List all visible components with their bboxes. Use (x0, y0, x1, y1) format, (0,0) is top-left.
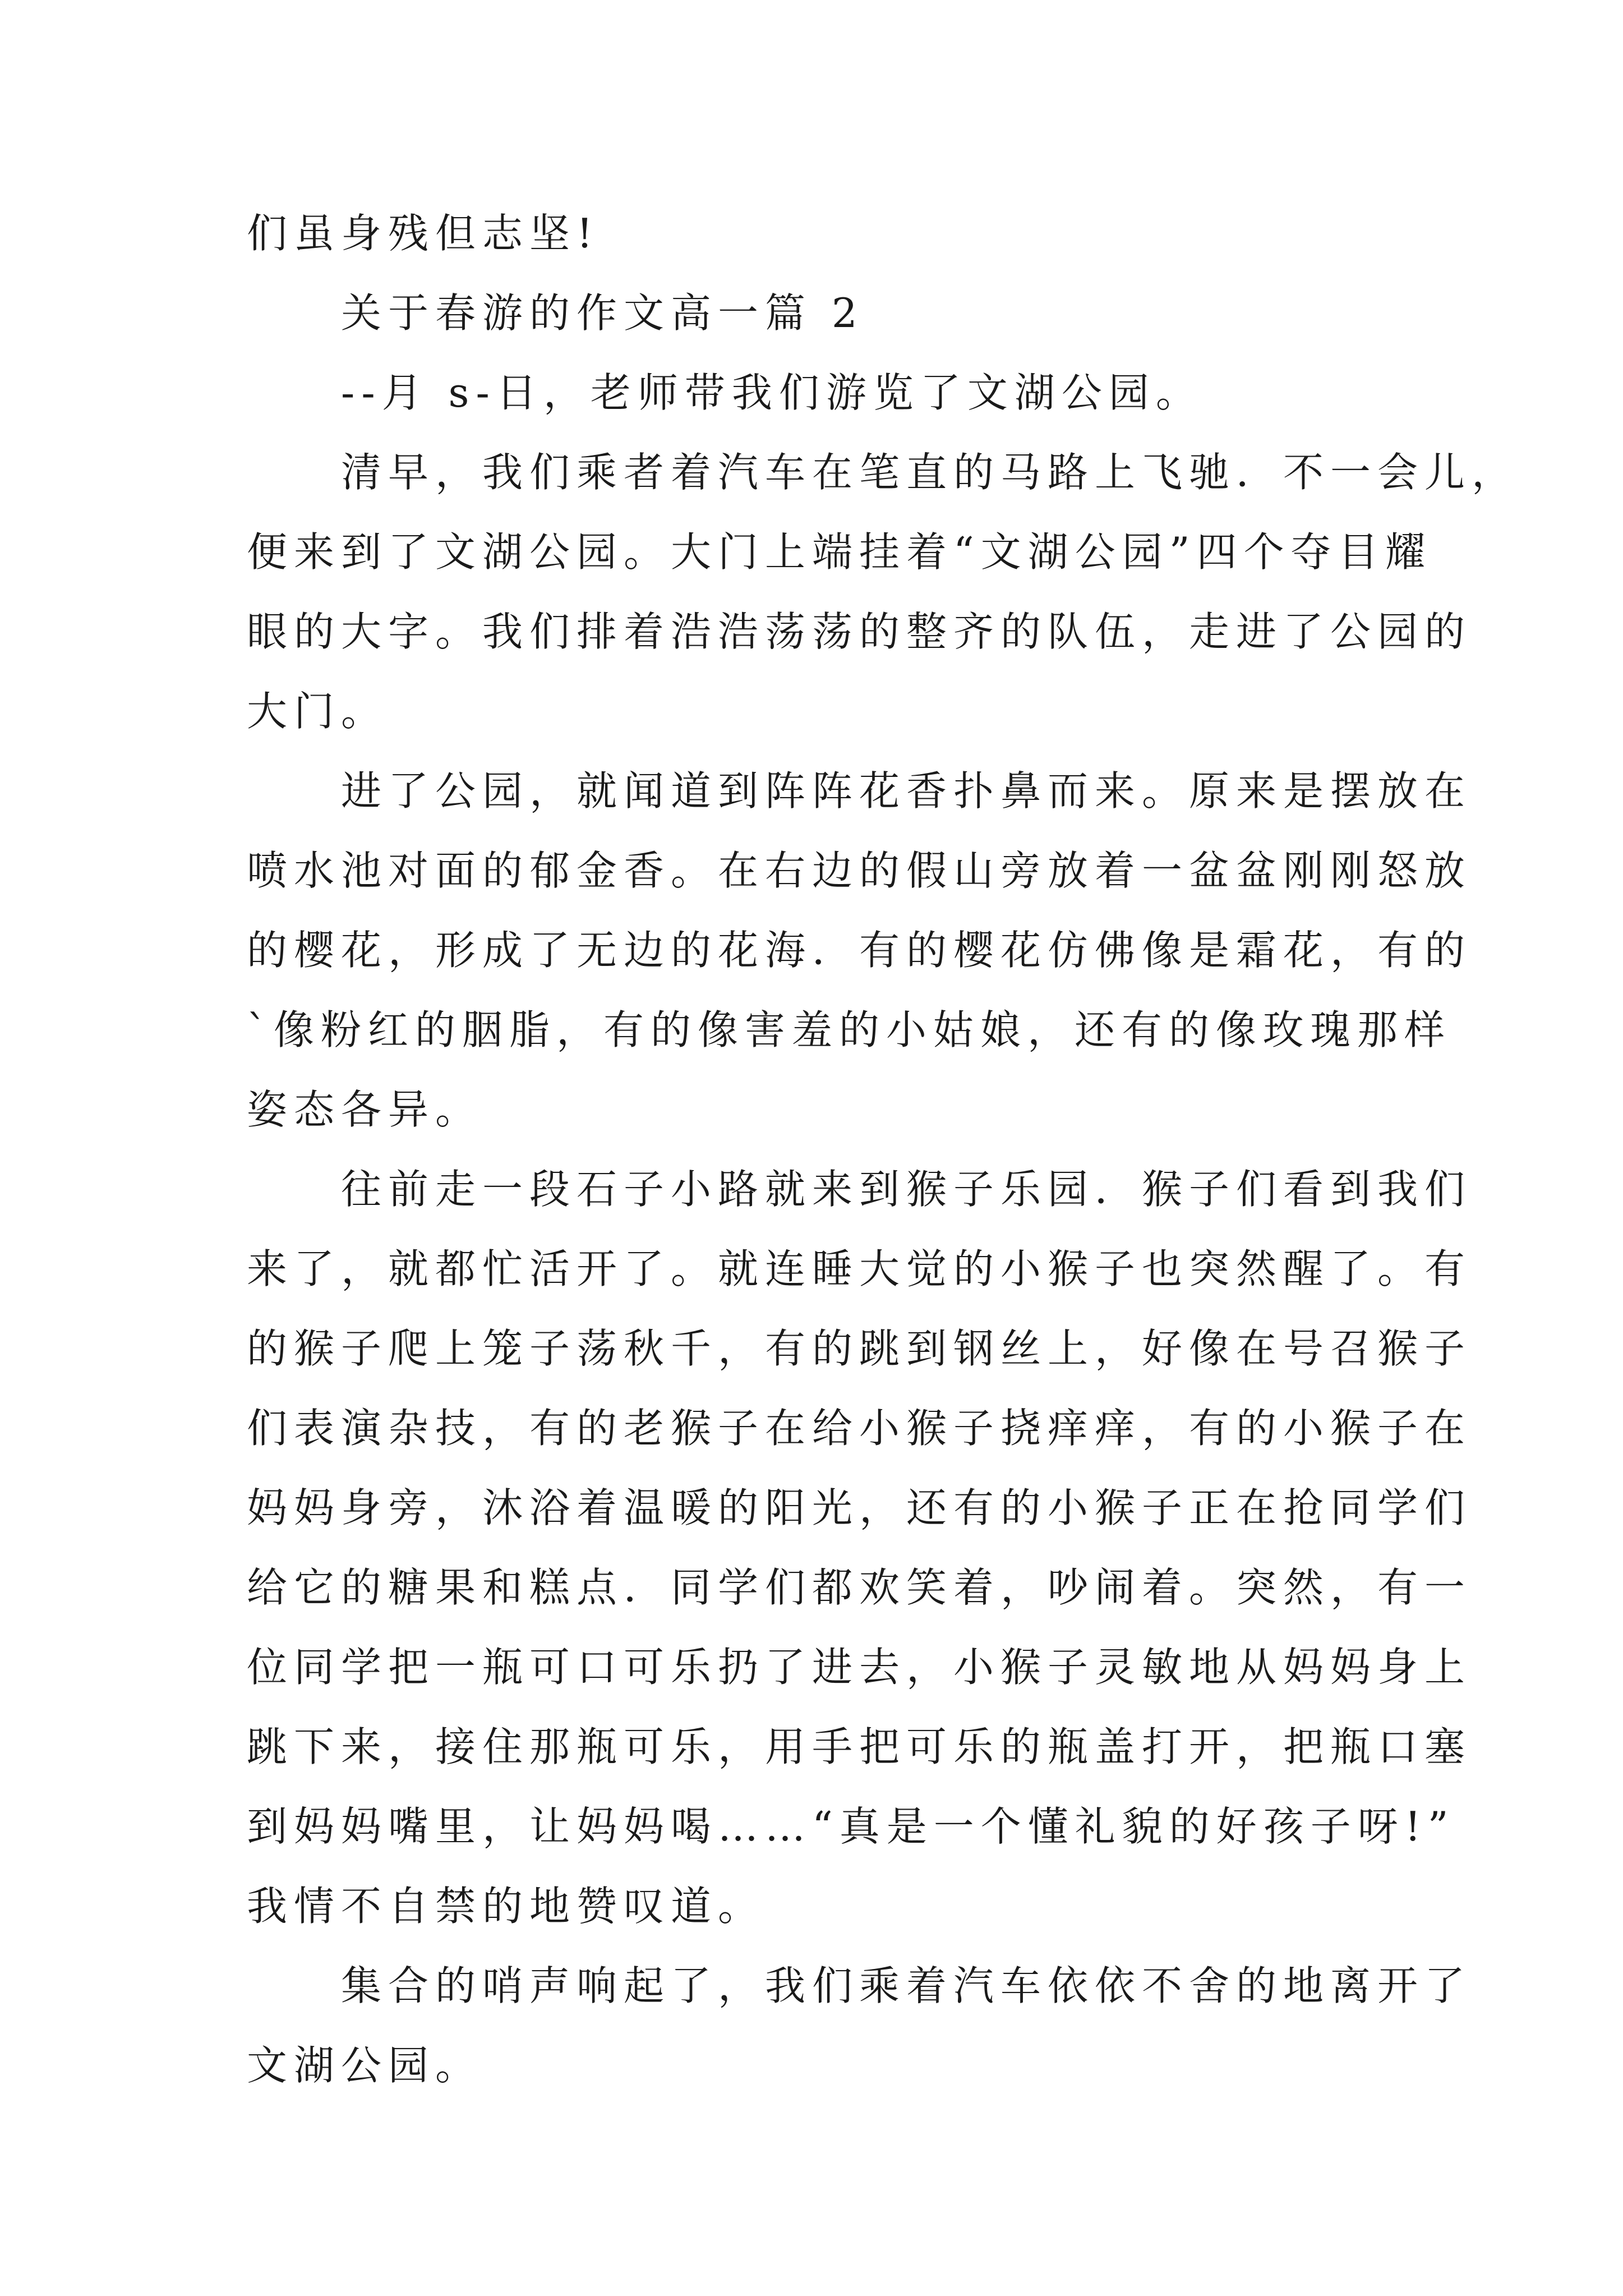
essay-body (247, 194, 1519, 2105)
section-title: 关于春游的作文高一篇 2 (247, 289, 864, 337)
paragraph-line: 来了，就都忙活开了。就连睡大觉的小猴子也突然醒了。有 (247, 1245, 1472, 1292)
paragraph-line: 眼的大字。我们排着浩浩荡荡的整齐的队伍，走进了公园的 (247, 608, 1472, 655)
paragraph-line: 集合的哨声响起了，我们乘着汽车依依不舍的地离开了 (247, 1962, 1472, 2009)
text-line: 们虽身残但志坚! (247, 210, 600, 257)
paragraph-line: 到妈妈嘴里，让妈妈喝……“真是一个懂礼貌的好孩子呀!” (247, 1803, 1455, 1850)
paragraph-line: 往前走一段石子小路就来到猴子乐园．猴子们看到我们 (247, 1166, 1472, 1213)
paragraph-line: 姿态各异。 (247, 1086, 483, 1133)
paragraph-line: `像粉红的胭脂，有的像害羞的小姑娘，还有的像玫瑰那样 (247, 1006, 1452, 1053)
paragraph-line: 的樱花，形成了无边的花海．有的樱花仿佛像是霜花，有的 (247, 927, 1472, 974)
paragraph-line: 跳下来，接住那瓶可乐，用手把可乐的瓶盖打开，把瓶口塞 (247, 1723, 1472, 1770)
paragraph-line: 喷水池对面的郁金香。在右边的假山旁放着一盆盆刚刚怒放 (247, 847, 1472, 894)
paragraph-line: 清早，我们乘者着汽车在笔直的马路上飞驰．不一会儿， (247, 449, 1519, 496)
paragraph-line: 们表演杂技，有的老猴子在给小猴子挠痒痒，有的小猴子在 (247, 1405, 1472, 1452)
paragraph-line: 给它的糖果和糕点．同学们都欢笑着，吵闹着。突然，有一 (247, 1564, 1472, 1611)
paragraph-line: 妈妈身旁，沐浴着温暖的阳光，还有的小猴子正在抢同学们 (247, 1484, 1472, 1531)
paragraph-line: 的猴子爬上笼子荡秋千，有的跳到钢丝上，好像在号召猴子 (247, 1325, 1472, 1372)
paragraph-line: 位同学把一瓶可口可乐扔了进去，小猴子灵敏地从妈妈身上 (247, 1644, 1472, 1691)
paragraph-line: 便来到了文湖公园。大门上端挂着“文湖公园”四个夺目耀 (247, 528, 1432, 576)
paragraph-line: 大门。 (247, 688, 389, 735)
paragraph-line: 进了公园，就闻道到阵阵花香扑鼻而来。原来是摆放在 (247, 767, 1472, 815)
paragraph-line: 我情不自禁的地赞叹道。 (247, 1883, 766, 1930)
paragraph-line: --月 s-日，老师带我们游览了文湖公园。 (247, 369, 1203, 416)
paragraph-line: 文湖公园。 (247, 2042, 483, 2089)
